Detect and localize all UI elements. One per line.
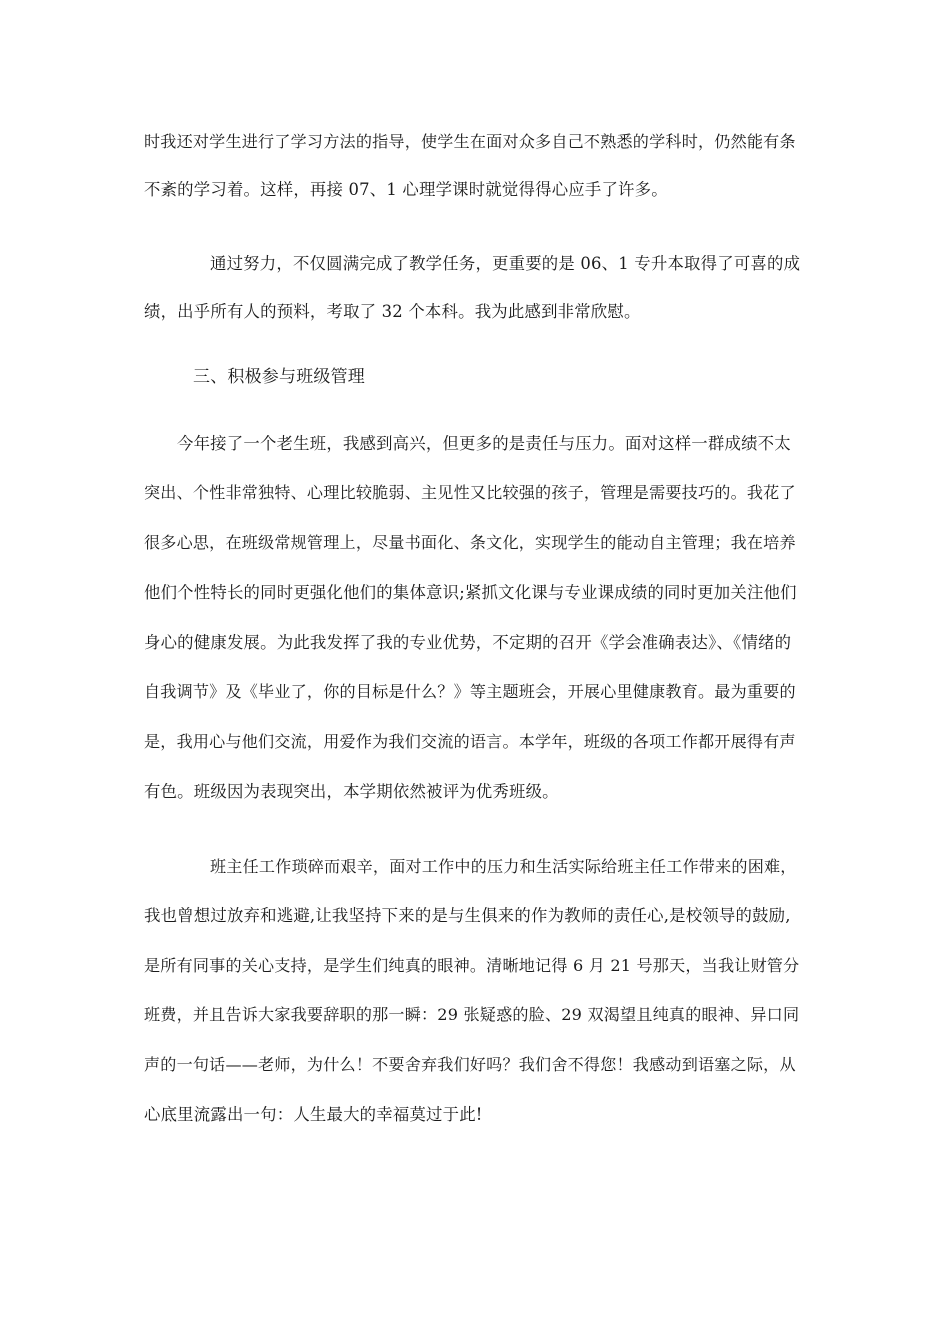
paragraph-line: 是，我用心与他们交流，用爱作为我们交流的语言。本学年，班级的各项工作都开展得有声: [144, 732, 796, 751]
paragraph-line: 今年接了一个老生班，我感到高兴，但更多的是责任与压力。面对这样一群成绩不太: [177, 434, 791, 453]
paragraph-line: 通过努力，不仅圆满完成了教学任务，更重要的是 06、1 专升本取得了可喜的成: [210, 254, 801, 273]
paragraph-line: 心底里流露出一句：人生最大的幸福莫过于此!: [144, 1105, 483, 1124]
paragraph-line: 班费，并且告诉大家我要辞职的那一瞬：29 张疑惑的脸、29 双渴望且纯真的眼神、异口同: [144, 1005, 800, 1024]
section-heading: 三、积极参与班级管理: [193, 367, 365, 387]
paragraph-line: 突出、个性非常独特、心理比较脆弱、主见性又比较强的孩子，管理是需要技巧的。我花了: [144, 483, 796, 502]
paragraph-line: 班主任工作琐碎而艰辛，面对工作中的压力和生活实际给班主任工作带来的困难，: [210, 857, 797, 876]
paragraph-line: 他们个性特长的同时更强化他们的集体意识;紧抓文化课与专业课成绩的同时更加关注他们: [144, 583, 797, 602]
paragraph-line: 时我还对学生进行了学习方法的指导，使学生在面对众多自己不熟悉的学科时，仍然能有条: [144, 132, 796, 151]
paragraph-line: 是所有同事的关心支持，是学生们纯真的眼神。清晰地记得 6 月 21 号那天，当我让财管分: [144, 956, 800, 975]
paragraph-line: 我也曾想过放弃和逃避,让我坚持下来的是与生俱来的作为教师的责任心,是校领导的鼓励,: [144, 906, 791, 925]
paragraph-line: 身心的健康发展。为此我发挥了我的专业优势，不定期的召开《学会准确表达》、《情绪的: [144, 633, 792, 652]
paragraph-line: 有色。班级因为表现突出，本学期依然被评为优秀班级。: [144, 782, 559, 801]
paragraph-line: 很多心思，在班级常规管理上，尽量书面化、条文化，实现学生的能动自主管理；我在培养: [144, 533, 796, 552]
paragraph-line: 自我调节》及《毕业了，你的目标是什么？》等主题班会，开展心里健康教育。最为重要的: [144, 682, 796, 701]
paragraph-line: 声的一句话——老师，为什么！不要舍弃我们好吗？我们舍不得您！我感动到语塞之际，从: [144, 1055, 796, 1074]
paragraph-line: 绩，出乎所有人的预料，考取了 32 个本科。我为此感到非常欣慰。: [144, 302, 641, 321]
paragraph-line: 不紊的学习着。这样，再接 07、1 心理学课时就觉得得心应手了许多。: [144, 180, 668, 199]
